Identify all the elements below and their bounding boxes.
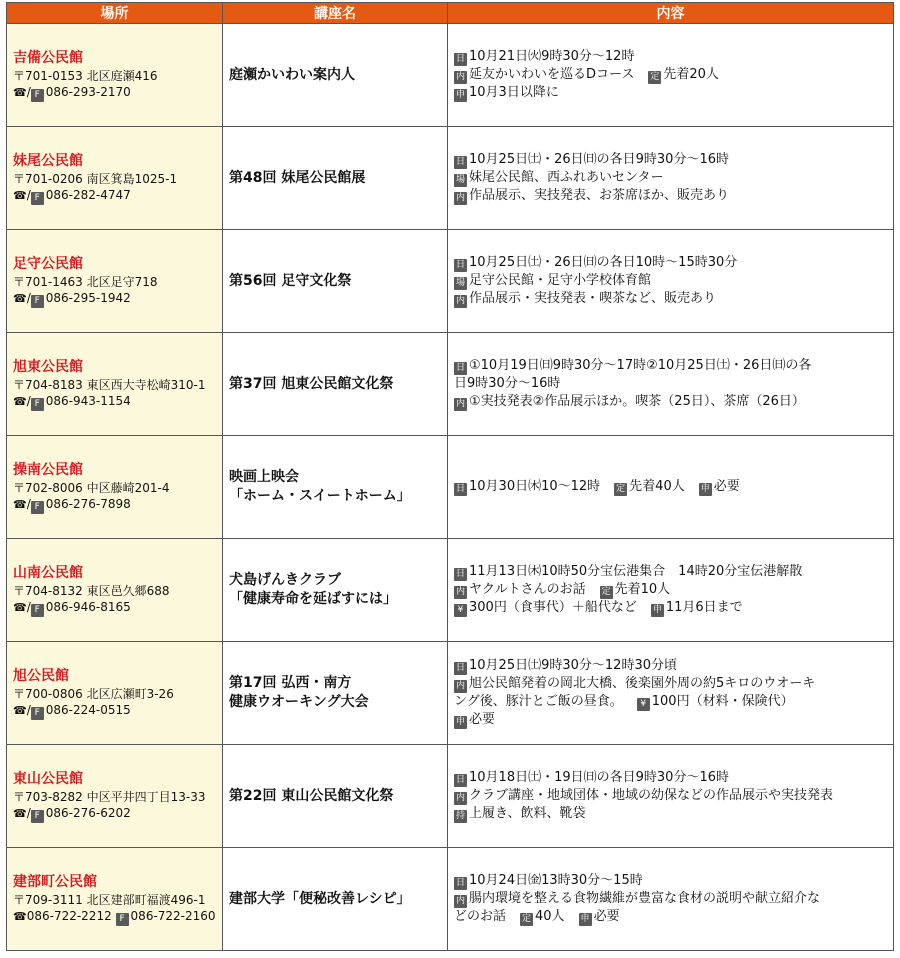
course-title: 建部大学「便秘改善レシピ」	[229, 890, 411, 907]
detail-text: 旭公民館発着の岡北大橋、後楽園外周の約5キロのウオーキ	[469, 676, 816, 691]
place-name: 建部町公民館	[13, 873, 97, 890]
header-content: 内容	[448, 3, 894, 24]
detail-text: クラブ講座・地域団体・地域の幼保などの作品展示や実技発表	[469, 788, 834, 803]
place-address: 〒709-3111 北区建部町福渡496-1	[13, 892, 206, 907]
content-tag-icon: 内	[455, 72, 465, 82]
place-cell	[7, 436, 223, 539]
fax-icon: F	[31, 604, 44, 617]
detail-text: 11月13日㈭10時50分宝伝港集合 14時20分宝伝港解散	[469, 564, 803, 579]
date-tag-icon: 日	[455, 157, 465, 167]
fax-icon: F	[31, 295, 44, 308]
detail-line	[454, 787, 887, 805]
detail-line	[454, 599, 887, 617]
fee-tag-icon: ¥	[454, 604, 467, 617]
course-cell	[223, 127, 448, 230]
course-title: 「ホーム・スイートホーム」	[229, 488, 411, 504]
detail-text: 100円（材料・保険代）	[651, 694, 794, 709]
course-title: 第17回 弘西・南方	[229, 675, 352, 691]
detail-line	[454, 357, 887, 375]
detail-text: 腸内環境を整える食物繊維が豊富な食材の説明や献立紹介な	[469, 891, 821, 906]
content-tag-icon: 内	[455, 681, 465, 691]
detail-text: 延友かいわいを巡るDコース	[469, 67, 635, 82]
detail-text: 日9時30分～16時	[454, 376, 561, 391]
apply-tag-icon: 申	[580, 914, 590, 924]
table-row	[7, 24, 894, 127]
detail-line	[454, 872, 887, 890]
date-tag-icon: 日	[455, 363, 465, 373]
place-address: 〒700-0806 北区広瀬町3-26	[13, 686, 174, 701]
detail-line	[454, 563, 887, 581]
detail-line	[454, 84, 887, 102]
capacity-tag-icon: 定	[601, 587, 611, 597]
place-address: 〒701-0206 南区箕島1025-1	[13, 171, 178, 186]
place-tel-line: ☎/ F 086-943-1154	[13, 393, 131, 409]
fax-icon: F	[31, 89, 44, 102]
apply-tag-icon: 申	[455, 717, 465, 727]
detail-text: 11月6日まで	[665, 600, 743, 615]
detail-text: 先着10人	[614, 582, 671, 597]
detail-text: ①実技発表②作品展示ほか。喫茶（25日）、茶席（26日）	[469, 394, 805, 409]
place-cell	[7, 539, 223, 642]
detail-text: 10月3日以降に	[469, 85, 559, 100]
detail-line	[454, 657, 887, 675]
table-row	[7, 333, 894, 436]
place-name: 妹尾公民館	[13, 152, 83, 169]
detail-cell	[448, 127, 894, 230]
detail-line	[454, 805, 887, 823]
detail-line	[454, 290, 887, 308]
course-cell	[223, 642, 448, 745]
detail-line	[454, 769, 887, 787]
phone-icon: ☎	[13, 497, 27, 511]
detail-text: 作品展示、実技発表、お茶席ほか、販売あり	[469, 188, 730, 203]
date-tag-icon: 日	[455, 878, 465, 888]
course-title: 第37回 旭東公民館文化祭	[229, 375, 394, 392]
detail-line	[454, 393, 887, 411]
date-tag-icon: 日	[455, 775, 465, 785]
detail-text: どのお話	[454, 909, 507, 924]
capacity-tag-icon: 定	[650, 72, 660, 82]
venue-tag-icon: 場	[455, 175, 465, 185]
place-tel-line: ☎/ F 086-224-0515	[13, 702, 131, 718]
place-address: 〒701-1463 北区足守718	[13, 274, 158, 289]
place-tel: 086-282-4747	[45, 187, 131, 202]
content-tag-icon: 内	[455, 896, 465, 906]
content-tag-icon: 内	[455, 193, 465, 203]
place-name: 東山公民館	[13, 770, 83, 787]
detail-text: 作品展示・実技発表・喫茶など、販売あり	[469, 291, 717, 306]
place-tel: 086-943-1154	[45, 393, 131, 408]
table-row	[7, 848, 894, 951]
table-row	[7, 745, 894, 848]
detail-line	[454, 375, 887, 393]
detail-cell	[448, 745, 894, 848]
venue-tag-icon: 場	[455, 278, 465, 288]
events-table	[6, 2, 894, 951]
date-tag-icon: 日	[455, 569, 465, 579]
detail-line	[454, 908, 887, 926]
place-tel-line: ☎/ F 086-293-2170	[13, 84, 131, 100]
course-cell	[223, 24, 448, 127]
detail-cell	[448, 848, 894, 951]
course-title: 第48回 妹尾公民館展	[229, 169, 366, 186]
course-title: 庭瀬かいわい案内人	[229, 66, 355, 83]
phone-icon: ☎	[13, 394, 27, 408]
detail-line	[454, 48, 887, 66]
table-row	[7, 127, 894, 230]
detail-text: 10月21日㈫9時30分～12時	[469, 49, 635, 64]
detail-line	[454, 187, 887, 205]
place-address: 〒704-8132 東区邑久郷688	[13, 583, 170, 598]
fax-icon: F	[31, 398, 44, 411]
header-place: 場所	[7, 3, 223, 24]
table-row	[7, 436, 894, 539]
detail-text: 300円（食事代）＋船代など	[469, 600, 637, 615]
course-cell	[223, 539, 448, 642]
detail-cell	[448, 436, 894, 539]
detail-text: 必要	[713, 479, 740, 494]
detail-cell	[448, 230, 894, 333]
detail-cell	[448, 539, 894, 642]
content-tag-icon: 内	[455, 793, 465, 803]
detail-line	[454, 151, 887, 169]
content-tag-icon: 内	[455, 296, 465, 306]
place-cell	[7, 127, 223, 230]
place-cell	[7, 848, 223, 951]
table-header-row	[7, 3, 894, 24]
phone-icon: ☎	[13, 291, 27, 305]
date-tag-icon: 日	[455, 663, 465, 673]
course-title: 「健康寿命を延ばすには」	[229, 591, 397, 607]
course-cell	[223, 848, 448, 951]
course-cell	[223, 333, 448, 436]
detail-text: 先着20人	[663, 67, 719, 82]
course-title: 犬島げんきクラブ	[229, 572, 341, 588]
fax-icon: F	[31, 501, 44, 514]
content-tag-icon: 内	[455, 399, 465, 409]
phone-icon: ☎	[13, 806, 27, 820]
detail-text: 10月24日㈮13時30分～15時	[469, 873, 643, 888]
fax-icon: F	[116, 913, 129, 926]
header-course: 講座名	[223, 3, 448, 24]
detail-cell	[448, 24, 894, 127]
detail-line	[454, 890, 887, 908]
place-name: 吉備公民館	[13, 49, 83, 66]
fax-icon: F	[31, 810, 44, 823]
apply-tag-icon: 申	[652, 605, 662, 615]
detail-line	[454, 254, 887, 272]
detail-text: 10月25日㈯9時30分～12時30分頃	[469, 658, 677, 673]
place-tel: 086-722-2212	[26, 908, 112, 923]
place-tel-line: ☎/ F 086-282-4747	[13, 187, 131, 203]
date-tag-icon: 日	[455, 54, 465, 64]
detail-text: 10月25日㈯・26日㈰の各日9時30分～16時	[469, 152, 729, 167]
detail-cell	[448, 642, 894, 745]
detail-line	[454, 169, 887, 187]
detail-line	[454, 711, 887, 729]
detail-text: 必要	[593, 909, 620, 924]
capacity-tag-icon: 定	[616, 484, 626, 494]
detail-text: 上履き、飲料、靴袋	[469, 806, 586, 821]
table-body	[7, 24, 894, 951]
place-tel: 086-276-7898	[45, 496, 131, 511]
fax-icon: F	[31, 192, 44, 205]
place-name: 山南公民館	[13, 564, 83, 581]
detail-text: 先着40人	[629, 479, 685, 494]
fax-icon: F	[31, 707, 44, 720]
detail-cell	[448, 333, 894, 436]
place-name: 操南公民館	[13, 461, 83, 478]
phone-icon: ☎	[13, 600, 27, 614]
place-cell	[7, 642, 223, 745]
table-row	[7, 539, 894, 642]
place-address: 〒703-8282 中区平井四丁目13-33	[13, 789, 206, 804]
place-cell	[7, 24, 223, 127]
apply-tag-icon: 申	[455, 90, 465, 100]
detail-text: 足守公民館・足守小学校体育館	[469, 273, 652, 288]
detail-line	[454, 478, 887, 496]
bring-tag-icon: 持	[455, 811, 465, 821]
place-name: 旭公民館	[13, 667, 69, 684]
place-cell	[7, 230, 223, 333]
apply-tag-icon: 申	[700, 484, 710, 494]
place-tel: 086-946-8165	[45, 599, 131, 614]
phone-icon: ☎	[13, 703, 27, 717]
place-address: 〒702-8006 中区藤崎201-4	[13, 480, 170, 495]
detail-line	[454, 66, 887, 84]
place-tel: 086-224-0515	[45, 702, 131, 717]
place-cell	[7, 745, 223, 848]
detail-text: ヤクルトさんのお話	[469, 582, 586, 597]
detail-line	[454, 693, 887, 711]
place-address: 〒704-8183 東区西大寺松崎310-1	[13, 377, 206, 392]
detail-text: ング後、豚汁とご飯の昼食。	[454, 694, 623, 709]
content-tag-icon: 内	[455, 587, 465, 597]
course-cell	[223, 436, 448, 539]
detail-text: 妹尾公民館、西ふれあいセンター	[469, 170, 664, 185]
place-tel-line: ☎/ F 086-276-6202	[13, 805, 131, 821]
place-tel: 086-276-6202	[45, 805, 131, 820]
fee-tag-icon: ¥	[637, 698, 650, 711]
detail-line	[454, 581, 887, 599]
phone-icon: ☎	[13, 909, 27, 923]
place-tel-line: ☎/ F 086-295-1942	[13, 290, 131, 306]
detail-text: 必要	[469, 712, 496, 727]
detail-text: 10月30日㈭10～12時	[469, 479, 601, 494]
course-title: 健康ウオーキング大会	[229, 694, 369, 710]
course-cell	[223, 230, 448, 333]
detail-text: 40人	[535, 909, 565, 924]
phone-icon: ☎	[13, 188, 27, 202]
place-name: 足守公民館	[13, 255, 83, 272]
detail-text: 10月25日㈯・26日㈰の各日10時～15時30分	[469, 255, 738, 270]
capacity-tag-icon: 定	[522, 914, 532, 924]
course-cell	[223, 745, 448, 848]
course-title: 第56回 足守文化祭	[229, 272, 352, 289]
place-cell	[7, 333, 223, 436]
place-tel: 086-295-1942	[45, 290, 131, 305]
detail-line	[454, 272, 887, 290]
place-tel-line	[13, 908, 216, 926]
table-row	[7, 230, 894, 333]
place-name: 旭東公民館	[13, 358, 83, 375]
phone-icon: ☎	[13, 85, 27, 99]
date-tag-icon: 日	[455, 484, 465, 494]
course-title: 第22回 東山公民館文化祭	[229, 787, 394, 804]
detail-text: ①10月19日㈰9時30分～17時②10月25日㈯・26日㈰の各	[469, 358, 812, 373]
course-title: 映画上映会	[229, 469, 299, 485]
table-row	[7, 642, 894, 745]
detail-text: 10月18日㈯・19日㈰の各日9時30分～16時	[469, 770, 729, 785]
place-address: 〒701-0153 北区庭瀬416	[13, 68, 158, 83]
place-tel: 086-293-2170	[45, 84, 131, 99]
place-fax: 086-722-2160	[130, 908, 216, 923]
date-tag-icon: 日	[455, 260, 465, 270]
detail-line	[454, 675, 887, 693]
place-tel-line: ☎/ F 086-946-8165	[13, 599, 131, 615]
place-tel-line: ☎/ F 086-276-7898	[13, 496, 131, 512]
